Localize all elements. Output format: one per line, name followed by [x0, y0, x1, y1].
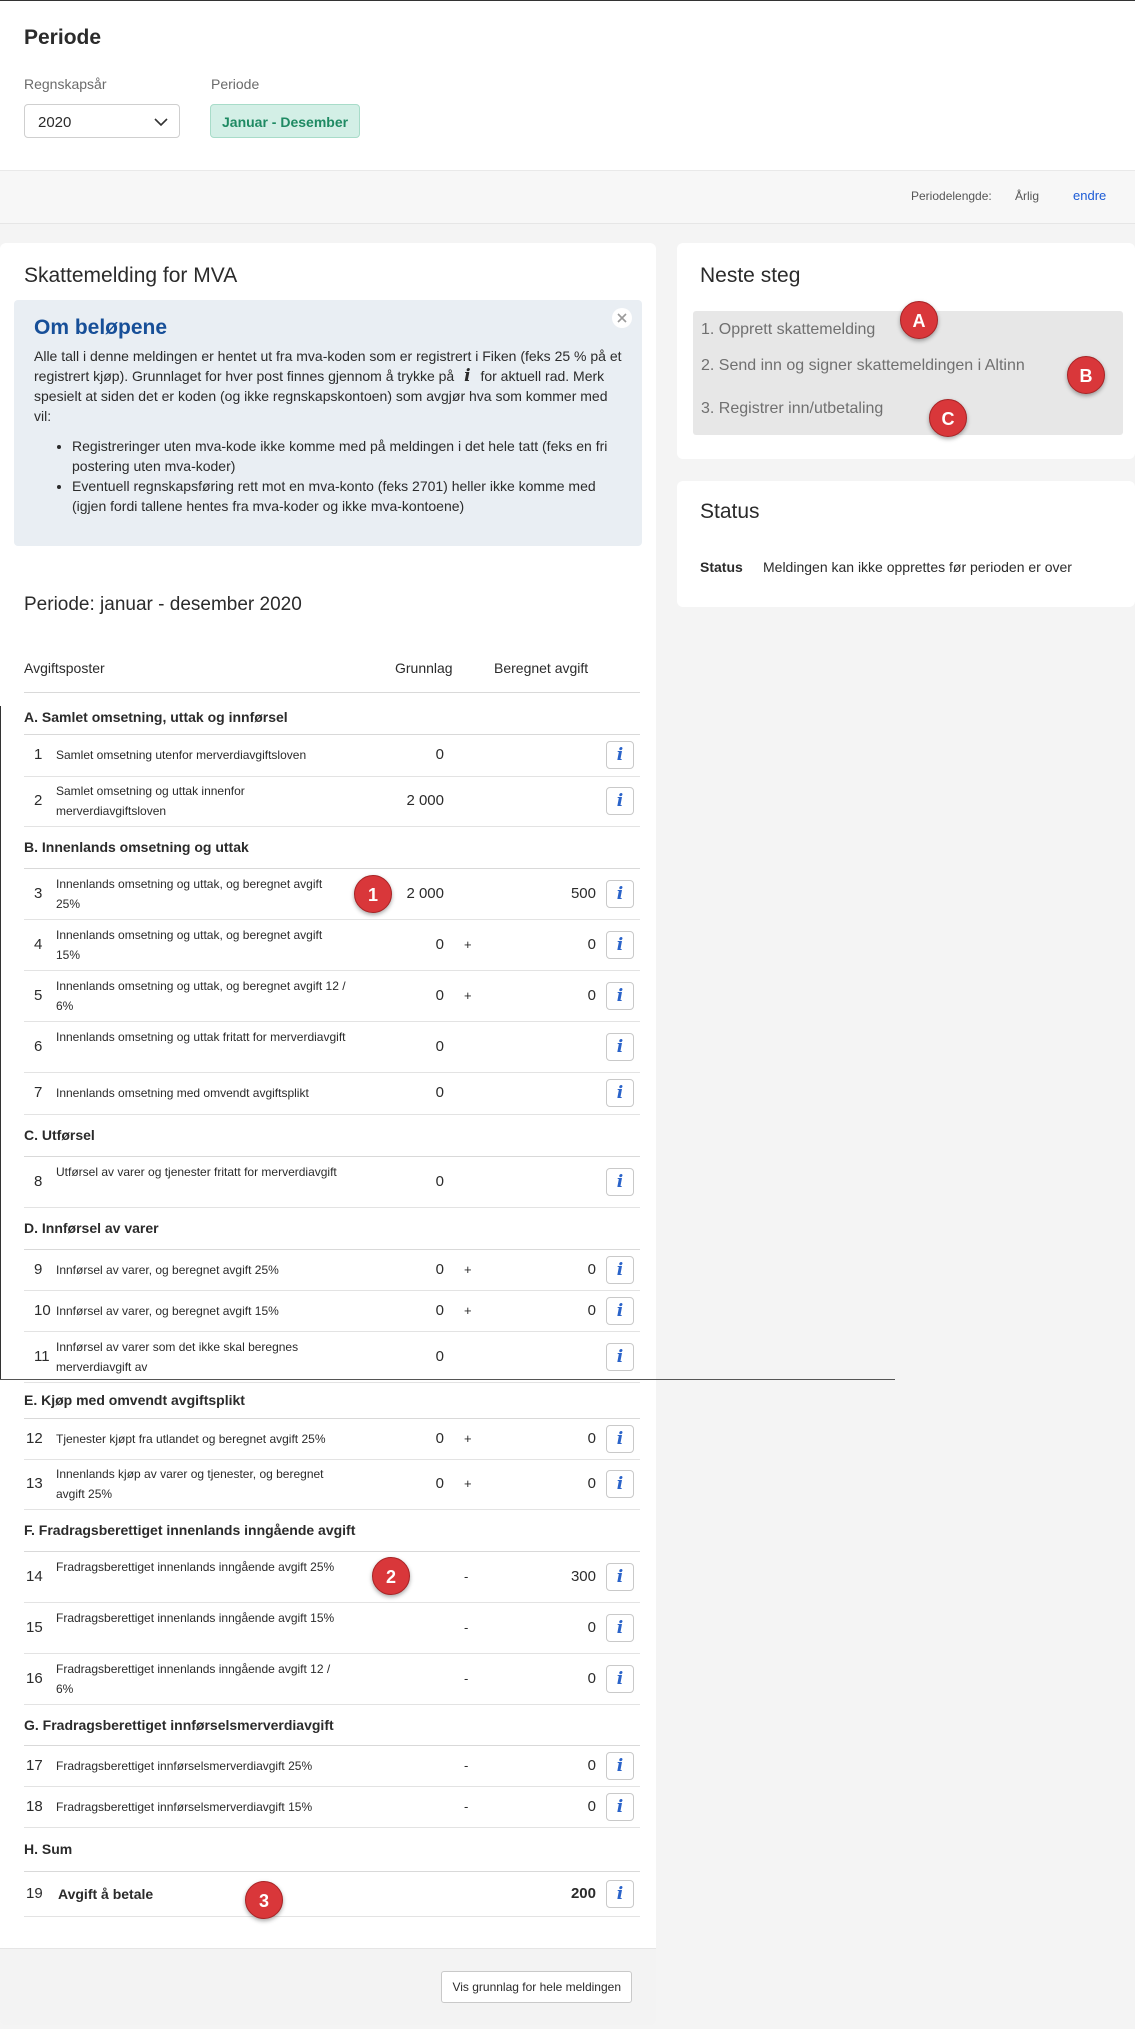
row-tax-amount: 0 [587, 987, 596, 1004]
info-button[interactable] [606, 1256, 634, 1284]
row-base-amount: 2 000 [406, 792, 444, 809]
row-base-amount: 0 [435, 1173, 444, 1190]
status-card [677, 481, 1135, 607]
row-number: 4 [34, 936, 43, 953]
annotation-line [0, 1379, 895, 1380]
info-button[interactable] [606, 1168, 634, 1196]
row-description: Innenlands omsetning med omvendt avgiftsplikt [56, 1086, 309, 1100]
vat-return-title: Skattemelding for MVA [24, 264, 238, 287]
status-label: Status [700, 559, 743, 575]
info-i-icon: i [616, 1797, 624, 1817]
row-tax-amount: 0 [587, 1619, 596, 1636]
table-row [24, 776, 640, 827]
row-description: Innenlands omsetning og uttak, og beregnet avgift 25% [56, 877, 323, 911]
column-header-base: Grunnlag [395, 660, 453, 676]
row-base-amount: 0 [435, 1348, 444, 1365]
info-bullet: • Registreringer uten mva-kode ikke komme med på meldingen i det hele tatt (feks en fri postering uten mva-koder) [72, 436, 628, 476]
annotation-marker-b: B [1067, 356, 1105, 394]
info-button[interactable] [606, 1614, 634, 1642]
section-header [24, 1509, 640, 1552]
row-number: 10 [34, 1302, 51, 1319]
row-operator: + [464, 1476, 472, 1491]
column-header-item: Avgiftsposter [24, 660, 105, 676]
row-base-amount: 0 [435, 1084, 444, 1101]
table-row [24, 1290, 640, 1332]
table-row [24, 1745, 640, 1787]
row-description: Tjenester kjøpt fra utlandet og beregnet avgift 25% [56, 1432, 326, 1446]
section-header [24, 1382, 640, 1419]
row-number: 8 [34, 1173, 43, 1190]
row-tax-amount: 0 [587, 1757, 596, 1774]
info-button[interactable] [606, 982, 634, 1010]
year-select-value: 2020 [38, 114, 72, 131]
row-operator: + [464, 1431, 472, 1446]
info-i-icon: i [616, 1884, 624, 1904]
info-button[interactable] [606, 1793, 634, 1821]
info-button[interactable] [606, 1470, 634, 1498]
row-description: Fradragsberettiget innførselsmerverdiavgift 15% [56, 1800, 313, 1814]
row-base-amount: 0 [435, 1302, 444, 1319]
info-button[interactable] [606, 1752, 634, 1780]
info-text-part2: for aktuell rad. Merk spesielt at siden det er koden (og ikke regnskapskontoen) som avgjør hva som kommer med vil: [34, 368, 608, 424]
row-number: 18 [26, 1798, 43, 1815]
section-header [24, 826, 640, 869]
row-number: 1 [34, 746, 43, 763]
annotation-marker-a: A [900, 301, 938, 339]
info-i-icon: i [616, 1567, 624, 1587]
row-tax-amount: 0 [587, 1430, 596, 1447]
info-i-icon: i [616, 1618, 624, 1638]
status-value: Meldingen kan ikke opprettes før perioden er over [763, 559, 1072, 575]
info-button[interactable] [606, 931, 634, 959]
period-length-value: Årlig [1015, 189, 1040, 203]
row-number: 15 [26, 1619, 43, 1636]
section-title: B. Innenlands omsetning og uttak [24, 839, 249, 855]
table-row [24, 1871, 640, 1917]
table-row [24, 1072, 640, 1115]
row-tax-amount: 0 [587, 1261, 596, 1278]
table-row [24, 1459, 640, 1510]
section-title: H. Sum [24, 1841, 73, 1857]
row-number: 16 [26, 1670, 43, 1687]
info-button[interactable] [606, 1343, 634, 1371]
info-i-icon: i [616, 1301, 624, 1321]
vat-table-body [24, 0, 640, 2029]
row-description: Fradragsberettiget innenlands inngående avgift 25% [56, 1560, 335, 1574]
section-header [24, 1704, 640, 1746]
info-i-icon: i [616, 1172, 624, 1192]
row-description: Fradragsberettiget innførselsmerverdiavgift 25% [56, 1759, 313, 1773]
annotation-marker-1: 1 [354, 875, 392, 913]
row-operator: - [464, 1671, 469, 1686]
info-i-icon: i [616, 1260, 624, 1280]
annotation-marker-c: C [929, 399, 967, 437]
row-tax-amount: 0 [587, 1475, 596, 1492]
row-number: 6 [34, 1038, 43, 1055]
info-button[interactable] [606, 1425, 634, 1453]
section-title: C. Utførsel [24, 1127, 95, 1143]
annotation-line [0, 706, 1, 1379]
info-i-icon: i [616, 1347, 624, 1367]
year-label: Regnskapsår [24, 76, 107, 92]
annotation-marker-2: 2 [372, 1557, 410, 1595]
row-number: 2 [34, 792, 43, 809]
row-description: Utførsel av varer og tjenester fritatt for merverdiavgift [56, 1165, 337, 1179]
next-steps-title: Neste steg [700, 264, 801, 287]
table-row [24, 1331, 640, 1383]
row-tax-amount: 0 [587, 1798, 596, 1815]
row-description: Fradragsberettiget innenlands inngående avgift 15% [56, 1611, 335, 1625]
period-badge[interactable]: Januar - Desember [210, 104, 360, 138]
change-period-link[interactable]: endre [1073, 188, 1107, 203]
info-i-icon: i [616, 1037, 624, 1057]
info-i-icon: i [616, 884, 624, 904]
info-i-icon: i [616, 1429, 624, 1449]
next-steps-card [677, 243, 1135, 459]
info-i-icon: i [616, 1083, 624, 1103]
row-description: Innenlands kjøp av varer og tjenester, og beregnet avgift 25% [56, 1467, 324, 1501]
section-title: F. Fradragsberettiget innenlands inngående avgift [24, 1522, 356, 1538]
section-title: D. Innførsel av varer [24, 1220, 159, 1236]
info-button[interactable] [606, 1033, 634, 1061]
info-text-part1: Alle tall i denne meldingen er hentet ut fra mva-koden som er registrert i Fiken (feks 25 % på et registrert kjøp). Grunnlaget for hver post finnes gjennom å trykke på [34, 348, 622, 384]
row-tax-amount: 500 [570, 885, 596, 902]
row-number: 7 [34, 1084, 43, 1101]
row-number: 3 [34, 885, 43, 902]
info-i-icon: i [616, 791, 624, 811]
row-operator: + [464, 988, 472, 1003]
row-description: Innførsel av varer, og beregnet avgift 25% [56, 1263, 279, 1277]
info-button[interactable] [606, 1079, 634, 1107]
row-base-amount: 0 [435, 1430, 444, 1447]
info-button[interactable] [606, 741, 634, 769]
row-tax-amount: 0 [587, 936, 596, 953]
period-length-label: Periodelengde: [911, 189, 992, 203]
row-base-amount: 2 000 [406, 885, 444, 902]
section-title: E. Kjøp med omvendt avgiftsplikt [24, 1392, 245, 1408]
info-button[interactable] [606, 1297, 634, 1325]
row-number: 14 [26, 1568, 43, 1585]
table-row [24, 1418, 640, 1460]
row-base-amount: 0 [435, 1261, 444, 1278]
row-tax-amount: 200 [570, 1885, 596, 1902]
info-title: Om beløpene [34, 316, 168, 339]
step-create[interactable]: 1. Opprett skattemelding [701, 321, 876, 338]
table-row [24, 919, 640, 971]
info-i-icon: i [616, 1756, 624, 1776]
status-title: Status [700, 500, 760, 523]
info-i-icon: i [616, 986, 624, 1006]
row-operator: + [464, 1303, 472, 1318]
row-operator: + [464, 937, 472, 952]
annotation-marker-3: 3 [245, 1881, 283, 1919]
info-button[interactable] [606, 1665, 634, 1693]
row-operator: - [464, 1799, 469, 1814]
info-button[interactable] [606, 1880, 634, 1908]
table-row [24, 1249, 640, 1291]
table-row [24, 1021, 640, 1073]
row-base-amount: 0 [435, 936, 444, 953]
info-i-icon: i [616, 1474, 624, 1494]
row-operator: - [464, 1758, 469, 1773]
row-description: Avgift å betale [58, 1886, 154, 1902]
info-button[interactable] [606, 787, 634, 815]
card-footer [0, 1948, 656, 2025]
info-button[interactable] [606, 1563, 634, 1591]
row-number: 12 [26, 1430, 43, 1447]
row-description: Innførsel av varer som det ikke skal beregnes merverdiavgift av [56, 1340, 299, 1374]
row-tax-amount: 0 [587, 1302, 596, 1319]
period-title: Periode [24, 26, 102, 49]
table-row [24, 1786, 640, 1828]
info-button[interactable] [606, 880, 634, 908]
period-heading: Periode: januar - desember 2020 [24, 594, 302, 615]
table-row [24, 1551, 640, 1603]
row-number: 9 [34, 1261, 43, 1278]
row-number: 5 [34, 987, 43, 1004]
row-base-amount: 0 [435, 746, 444, 763]
section-header [24, 1207, 640, 1250]
info-i-icon: i [464, 366, 471, 386]
table-row [24, 1653, 640, 1705]
row-number: 17 [26, 1757, 43, 1774]
row-operator: + [464, 1262, 472, 1277]
row-tax-amount: 0 [587, 1670, 596, 1687]
row-base-amount: 0 [435, 987, 444, 1004]
section-header [24, 700, 640, 735]
row-number: 19 [26, 1885, 43, 1902]
section-title: A. Samlet omsetning, uttak og innførsel [24, 709, 288, 725]
row-description: Samlet omsetning og uttak innenfor merverdiavgiftsloven [56, 784, 245, 818]
table-row [24, 1602, 640, 1654]
table-row [24, 868, 640, 920]
section-header [24, 1114, 640, 1157]
row-description: Innenlands omsetning og uttak fritatt for merverdiavgift [56, 1030, 346, 1044]
show-all-basis-button[interactable]: Vis grunnlag for hele meldingen [441, 1971, 632, 2003]
row-base-amount: 0 [435, 1038, 444, 1055]
row-base-amount: 0 [435, 1475, 444, 1492]
period-label: Periode [211, 76, 260, 92]
table-row [24, 1156, 640, 1208]
info-i-icon: i [616, 935, 624, 955]
section-header [24, 1827, 640, 1872]
table-row [24, 734, 640, 777]
row-operator: - [464, 1620, 469, 1635]
table-row [24, 970, 640, 1022]
step-send-altinn[interactable]: 2. Send inn og signer skattemeldingen i Altinn [701, 357, 1025, 374]
row-description: Innenlands omsetning og uttak, og beregnet avgift 12 / 6% [56, 979, 346, 1013]
step-register-payment[interactable]: 3. Registrer inn/utbetaling [701, 400, 884, 417]
row-tax-amount: 300 [570, 1568, 596, 1585]
info-bullet: • Eventuell regnskapsføring rett mot en mva-konto (feks 2701) heller ikke komme med (igjen fordi tallene hentes fra mva-koder og ikke mva-kontoene) [72, 476, 628, 516]
info-i-icon: i [616, 1669, 624, 1689]
row-number: 11 [34, 1348, 50, 1365]
row-description: Samlet omsetning utenfor merverdiavgiftsloven [56, 748, 307, 762]
section-title: G. Fradragsberettiget innførselsmerverdiavgift [24, 1717, 334, 1733]
row-operator: - [464, 1569, 469, 1584]
row-description: Innenlands omsetning og uttak, og beregnet avgift 15% [56, 928, 323, 962]
row-description: Innførsel av varer, og beregnet avgift 15% [56, 1304, 279, 1318]
row-number: 13 [26, 1475, 43, 1492]
row-description: Fradragsberettiget innenlands inngående avgift 12 / 6% [56, 1662, 331, 1696]
info-i-icon: i [616, 745, 624, 765]
column-header-tax: Beregnet avgift [494, 660, 589, 676]
